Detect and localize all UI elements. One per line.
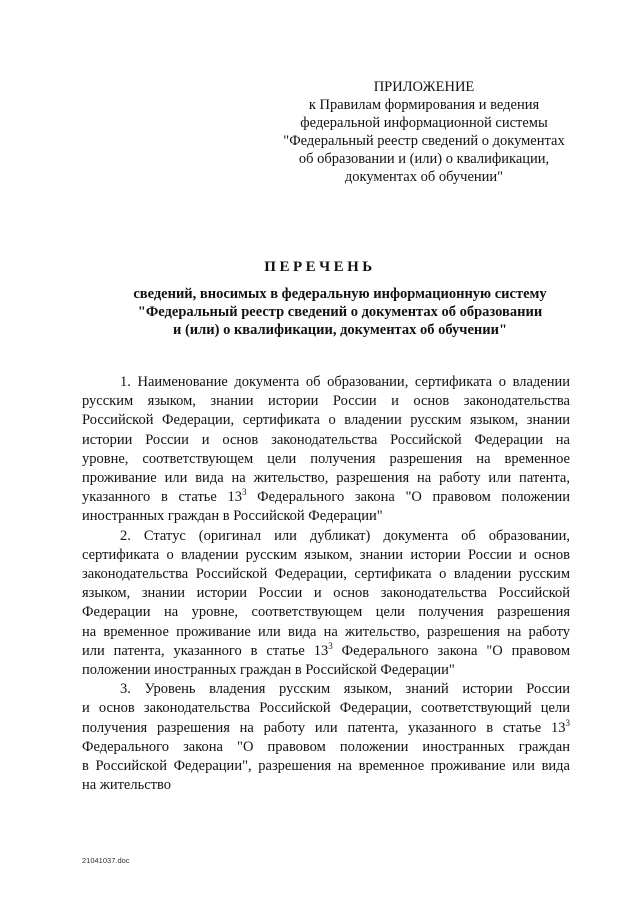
text-line: в Российской Федерации", разрешения на временное проживание или вида xyxy=(82,758,570,775)
text-line: Федерации на уровне, соответствующем цели получения разрешения xyxy=(82,604,570,621)
text-line: 2. Статус (оригинал или дубликат) документа об образовании, xyxy=(120,527,570,544)
appendix-line: "Федеральный реестр сведений о документах xyxy=(283,133,565,149)
subtitle-line: сведений, вносимых в федеральную информационную систему xyxy=(133,286,547,302)
appendix-line: об образовании и (или) о квалификации, xyxy=(298,151,550,167)
text-line: Федерального закона "О правовом положении иностранных граждан xyxy=(82,738,570,755)
text-line: на жительство xyxy=(82,777,171,794)
text-fragment: или патента, указанного в статье 13 xyxy=(82,642,329,659)
file-name-footer: 21041037.doc xyxy=(82,856,130,865)
appendix-line: документах об обучении" xyxy=(344,169,504,185)
text-line: на временное проживание или вида на жительство, разрешения на работу xyxy=(82,623,570,640)
appendix-label: ПРИЛОЖЕНИЕ xyxy=(373,79,475,95)
document-title: ПЕРЕЧЕНЬ xyxy=(264,259,376,275)
text-line: русским языком, знании истории России и основ законодательства xyxy=(82,393,570,410)
text-line xyxy=(82,642,570,661)
text-line: языком, знании истории России и основ законодательства Российской xyxy=(82,585,570,602)
appendix-block xyxy=(268,78,580,186)
text-line: положении иностранных граждан в Российской Федерации" xyxy=(82,662,455,679)
subtitle-line: "Федеральный реестр сведений о документах об образовании xyxy=(137,304,543,320)
list-item-1 xyxy=(82,373,570,527)
text-line: проживание или вида на жительство, разрешения на работу или патента, xyxy=(82,470,570,487)
text-line: Российской Федерации, сертификата о владении русским языком, знании xyxy=(82,412,570,429)
appendix-line: к Правилам формирования и ведения xyxy=(308,97,540,113)
document-subtitle xyxy=(90,285,590,339)
superscript: 3 xyxy=(328,640,333,651)
superscript: 3 xyxy=(242,487,247,498)
text-fragment: указанного в статье 13 xyxy=(82,489,243,506)
text-fragment: Федерального закона "О правовом xyxy=(332,642,570,659)
text-line xyxy=(82,488,570,507)
superscript: 3 xyxy=(565,717,570,728)
text-line: истории России и основ законодательства Российской Федерации на xyxy=(82,431,570,448)
text-fragment: получения разрешения на работу или патента, указанного в статье 13 xyxy=(82,719,566,736)
text-line: иностранных граждан в Российской Федерации" xyxy=(82,508,383,525)
text-line: уровне, соответствующем цели получения разрешения на временное xyxy=(82,450,570,467)
text-line: 3. Уровень владения русским языком, знаний истории России xyxy=(120,681,570,698)
text-fragment: Федерального закона "О правовом положении xyxy=(246,489,570,506)
document-body xyxy=(82,373,570,795)
text-line xyxy=(82,719,570,738)
subtitle-line: и (или) о квалификации, документах об обучении" xyxy=(172,322,508,338)
list-item-3 xyxy=(82,680,570,795)
text-line: 1. Наименование документа об образовании, сертификата о владении xyxy=(120,374,570,390)
appendix-line: федеральной информационной системы xyxy=(300,115,548,131)
text-line: сертификата о владении русским языком, знании истории России и основ xyxy=(82,546,570,563)
text-line: и основ законодательства Российской Федерации, соответствующий цели xyxy=(82,700,570,717)
list-item-2 xyxy=(82,527,570,681)
text-line: законодательства Российской Федерации, сертификата о владении русским xyxy=(82,566,570,583)
